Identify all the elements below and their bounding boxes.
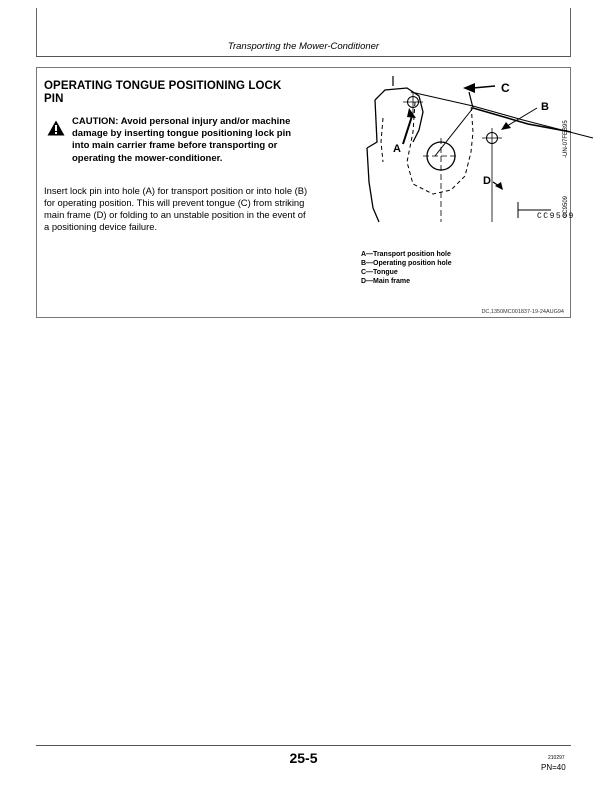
date-code: 210297 — [548, 755, 565, 761]
running-header: Transporting the Mower-Conditioner — [227, 41, 380, 52]
svg-text:-UN-07FEB95: -UN-07FEB95 — [563, 120, 569, 158]
instruction-text: Insert lock pin into hole (A) for transport position or into hole (B) for operating position. This will prevent tongue (C) from striking main frame (D) or folding to an unstable position in the event of a positioning device failure. — [44, 185, 308, 233]
legend-item-a: A—Transport position hole — [361, 251, 451, 258]
reference-code: DC,1350MC001837-19-24AUG94 — [481, 309, 564, 315]
legend-item-b: B—Operating position hole — [361, 260, 452, 268]
svg-text:CC9509: CC9509 — [537, 212, 575, 221]
svg-text:B: B — [541, 101, 549, 113]
section-title: OPERATING TONGUE POSITIONING LOCK PIN — [44, 80, 282, 105]
diagram-legend — [361, 250, 561, 286]
page-number: 25-5 — [289, 750, 318, 766]
svg-text:A: A — [393, 143, 401, 155]
svg-text:D: D — [483, 175, 491, 187]
svg-text:C: C — [501, 81, 510, 95]
warning-triangle-icon — [47, 120, 65, 136]
header-rule — [36, 56, 571, 57]
legend-item-d: D—Main frame — [361, 278, 411, 286]
legend-item-c: C—Tongue — [361, 269, 398, 277]
pn-code: PN=40 — [541, 763, 566, 772]
svg-text:CC9509: CC9509 — [563, 195, 569, 218]
tongue-lock-diagram — [323, 72, 575, 242]
footer-rule — [36, 745, 571, 746]
caution-text: CAUTION: Avoid personal injury and/or machine damage by inserting tongue positioning lock pin into main carrier frame before transporting or operating the mower-conditioner. — [72, 116, 292, 164]
lock-pin-section — [36, 67, 575, 318]
